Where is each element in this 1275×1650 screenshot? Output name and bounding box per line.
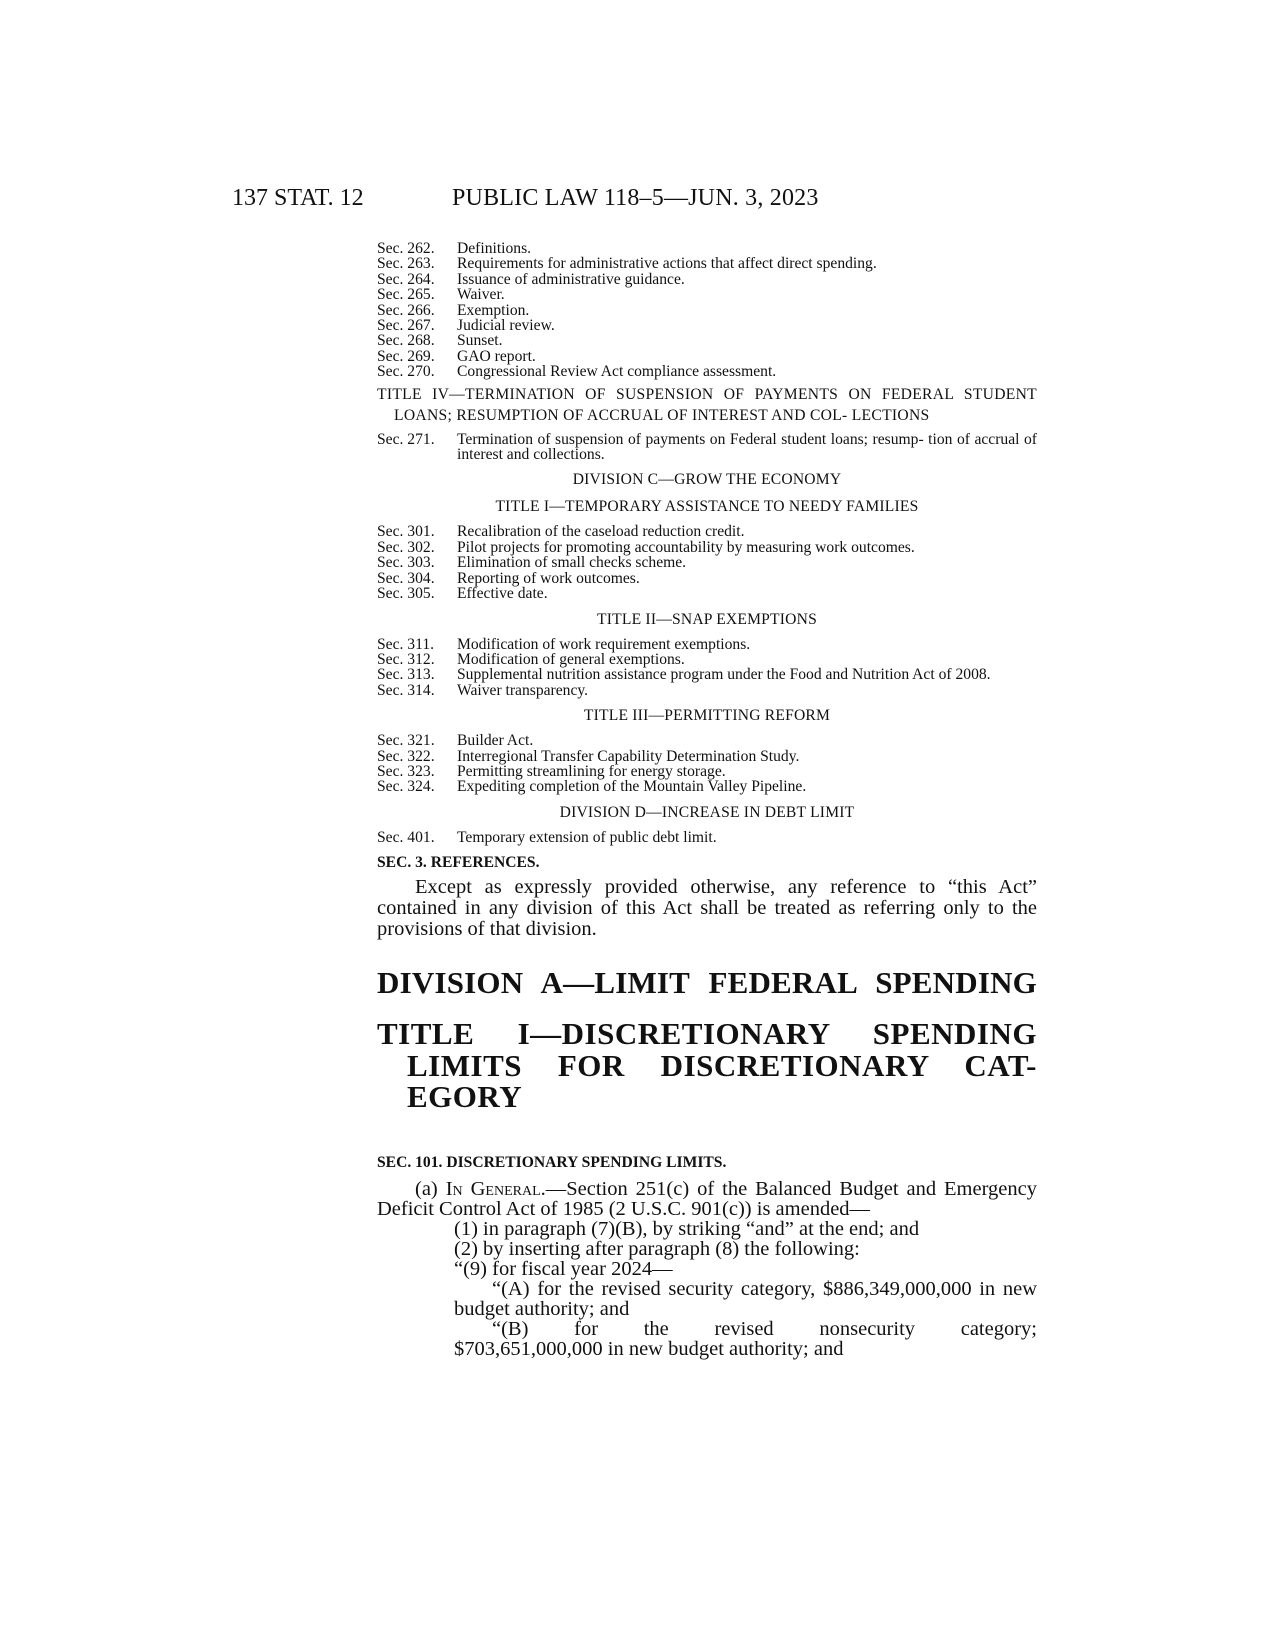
toc-entry [377, 779, 1037, 794]
toc-entry [377, 683, 1037, 698]
toc-entry [377, 524, 1037, 539]
toc-entry-number: Sec. 321. [377, 732, 435, 750]
toc-entry [377, 667, 1037, 682]
toc-entry-number: Sec. 270. [377, 363, 435, 381]
toc-entry-title: Interregional Transfer Capability Determination Study. [457, 747, 800, 765]
toc-entry-title: Temporary extension of public debt limit. [457, 828, 717, 846]
toc-division-c-title-ii-heading: TITLE II—SNAP EXEMPTIONS [597, 610, 817, 628]
paragraph-1: (1) in paragraph (7)(B), by striking “and” at the end; and [454, 1217, 920, 1240]
toc-group-title-iv [377, 432, 1037, 463]
toc-entry-number: Sec. 401. [377, 828, 435, 846]
subsection-a-label: (a) [415, 1177, 438, 1200]
toc-entry [377, 333, 1037, 348]
subparagraph-b-first-line: “(B) for the revised nonsecurity category; [492, 1317, 1037, 1340]
toc-entry [377, 652, 1037, 667]
toc-entry-number: Sec. 264. [377, 270, 435, 288]
toc-entry [377, 571, 1037, 586]
toc-entry-number: Sec. 302. [377, 538, 435, 556]
toc-entry-number: Sec. 267. [377, 317, 435, 335]
running-head: PUBLIC LAW 118–5—JUN. 3, 2023 [452, 185, 819, 211]
toc-entry-title: Supplemental nutrition assistance program under the Food and Nutrition Act of 2008. [457, 666, 991, 684]
toc-entry-number: Sec. 303. [377, 554, 435, 572]
toc-entry-title: Elimination of small checks scheme. [457, 554, 687, 572]
toc-entry-title: Congressional Review Act compliance assessment. [457, 363, 777, 381]
toc-entry-number: Sec. 266. [377, 301, 435, 319]
toc-entry [377, 749, 1037, 764]
toc-division-d-heading: DIVISION D—INCREASE IN DEBT LIMIT [559, 803, 855, 821]
toc-entry-title: Waiver. [457, 286, 505, 304]
toc-entry-title: Issuance of administrative guidance. [457, 270, 685, 288]
section-3-heading: SEC. 3. REFERENCES. [377, 854, 540, 872]
toc-entry-number: Sec. 268. [377, 332, 435, 350]
toc-entry-number: Sec. 271. [377, 430, 435, 448]
toc-entry [377, 241, 1037, 256]
toc-group-division-d [377, 830, 1037, 845]
toc-group-division-c-title-iii [377, 733, 1037, 795]
toc-entry-number: Sec. 301. [377, 523, 435, 541]
toc-group-division-c-title-ii [377, 637, 1037, 699]
toc-entry [377, 733, 1037, 748]
toc-entry [377, 586, 1037, 601]
toc-entry-title: Modification of general exemptions. [457, 650, 685, 668]
subsection-a-text: .—Section 251(c) of the Balanced Budget and Emergency Deficit Control Act of 1985 (2 U.S.C. 901(c)) is amended— [377, 1177, 1038, 1220]
toc-entry-title: Exemption. [457, 301, 530, 319]
division-a-heading: DIVISION A—LIMIT FEDERAL SPENDING [377, 965, 1037, 1001]
toc-entry-title: Waiver transparency. [457, 681, 589, 699]
toc-entry [377, 830, 1037, 845]
toc-entry-title: Reporting of work outcomes. [457, 569, 640, 587]
toc-entry-title: GAO report. [457, 347, 536, 365]
page-header [0, 183, 1275, 213]
toc-entry [377, 256, 1037, 271]
toc-entry [377, 432, 1037, 463]
toc-entry [377, 349, 1037, 364]
toc-entry-title: Recalibration of the caseload reduction credit. [457, 523, 745, 541]
toc-entry-number: Sec. 324. [377, 778, 435, 796]
subparagraph-a: “(A) for the revised security category, $886,349,000,000 in new budget authority; and [454, 1277, 1037, 1320]
toc-entry-number: Sec. 304. [377, 569, 435, 587]
toc-entry [377, 637, 1037, 652]
subparagraph-b [377, 1319, 1037, 1339]
toc-entry-number: Sec. 305. [377, 585, 435, 603]
toc-entry-title: Effective date. [457, 585, 548, 603]
toc-entry-number: Sec. 311. [377, 635, 435, 653]
toc-entry-number: Sec. 269. [377, 347, 435, 365]
division-a-title-i-heading: TITLE I—DISCRETIONARY SPENDING LIMITS FOR DISCRETIONARY CAT- EGORY [377, 1016, 1037, 1115]
toc-entry-title: Permitting streamlining for energy storage. [457, 762, 726, 780]
toc-entry-title: Pilot projects for promoting accountability by measuring work outcomes. [457, 538, 915, 556]
toc-entry-title: Termination of suspension of payments on Federal student loans; resump- tion of accrual of interest and collections. [457, 430, 1037, 464]
toc-entry-number: Sec. 314. [377, 681, 435, 699]
toc-entry [377, 364, 1037, 379]
toc-group-division-c-title-i [377, 524, 1037, 601]
statute-page-number: 137 STAT. 12 [232, 185, 364, 211]
section-101-subsection-a [377, 1179, 1037, 1219]
toc-entry-number: Sec. 262. [377, 240, 435, 257]
page-body [377, 241, 1037, 1359]
toc-entry-number: Sec. 313. [377, 666, 435, 684]
toc-entry-title: Modification of work requirement exemptions. [457, 635, 751, 653]
section-3-body: Except as expressly provided otherwise, any reference to “this Act” contained in any division of this Act shall be treated as referring only to the provisions of that division. [377, 876, 1037, 941]
toc-entry-title: Sunset. [457, 332, 503, 350]
toc-entry-title: Expediting completion of the Mountain Valley Pipeline. [457, 778, 807, 796]
toc-entry [377, 303, 1037, 318]
toc-entry-title: Judicial review. [457, 317, 555, 335]
toc-entry-number: Sec. 312. [377, 650, 435, 668]
toc-entry-title: Builder Act. [457, 732, 534, 750]
toc-entry [377, 555, 1037, 570]
toc-entry [377, 287, 1037, 302]
toc-entry-title: Definitions. [457, 240, 532, 257]
toc-entry-number: Sec. 322. [377, 747, 435, 765]
toc-division-c-heading: DIVISION C—GROW THE ECONOMY [572, 471, 842, 489]
toc-entry [377, 272, 1037, 287]
section-101-heading: SEC. 101. DISCRETIONARY SPENDING LIMITS. [377, 1153, 727, 1171]
subsection-a-caption: In General [445, 1177, 541, 1200]
toc-entry [377, 318, 1037, 333]
toc-group-title-iii-subtitle [377, 241, 1037, 380]
toc-title-iv-heading: TITLE IV—TERMINATION OF SUSPENSION OF PAYMENTS ON FEDERAL STUDENT LOANS; RESUMPTION OF ACCRUAL OF INTEREST AND COL- LECTIONS [377, 385, 1037, 424]
paragraph-2: (2) by inserting after paragraph (8) the following: [454, 1237, 860, 1260]
toc-division-c-title-iii-heading: TITLE III—PERMITTING REFORM [583, 707, 831, 725]
toc-entry-title: Requirements for administrative actions that affect direct spending. [457, 255, 877, 273]
paragraph-9-fiscal-year: “(9) for fiscal year 2024— [454, 1257, 673, 1280]
toc-division-c-title-i-heading: TITLE I—TEMPORARY ASSISTANCE TO NEEDY FAMILIES [495, 498, 919, 516]
subparagraph-b-continuation: $703,651,000,000 in new budget authority; and [454, 1337, 844, 1360]
toc-entry [377, 540, 1037, 555]
toc-entry-number: Sec. 265. [377, 286, 435, 304]
toc-entry-number: Sec. 263. [377, 255, 435, 273]
toc-entry-number: Sec. 323. [377, 762, 435, 780]
toc-entry [377, 764, 1037, 779]
